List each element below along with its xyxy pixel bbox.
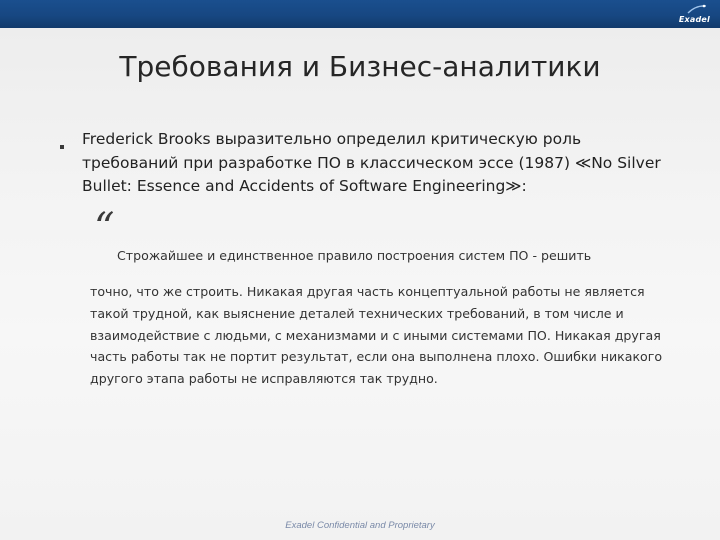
slide-title: Требования и Бизнес-аналитики (119, 50, 601, 83)
quote-body: точно, что же строить. Никакая другая часть концептуальной работы не является такой трудной, как выяснение деталей технических требований, в том числе и взаимодействие с людьми, с механизмами и с иными системами ПО. Никакая другая часть работы так не портит результат, если она выполнена плохо. Ошибки никакого другого этапа работы не исправляются так трудно. (90, 284, 663, 387)
quote-mark: “ (94, 205, 115, 251)
company-logo (652, 3, 712, 25)
bullet-text: Frederick Brooks выразительно определил критическую роль требований при разработке ПО в классическом эссе (1987) ≪No Silver Bullet: Essence and Accidents of Software Engineering≫: (82, 130, 661, 195)
logo-text: Exadel (678, 15, 710, 24)
exadel-swoosh-logo-icon (686, 3, 708, 15)
footer-confidential: Exadel Confidential and Proprietary (285, 520, 435, 531)
quote-first-line: Строжайшее и единственное правило построения систем ПО - решить (117, 248, 592, 263)
bullet-marker (60, 145, 64, 149)
header-bar (0, 0, 720, 28)
